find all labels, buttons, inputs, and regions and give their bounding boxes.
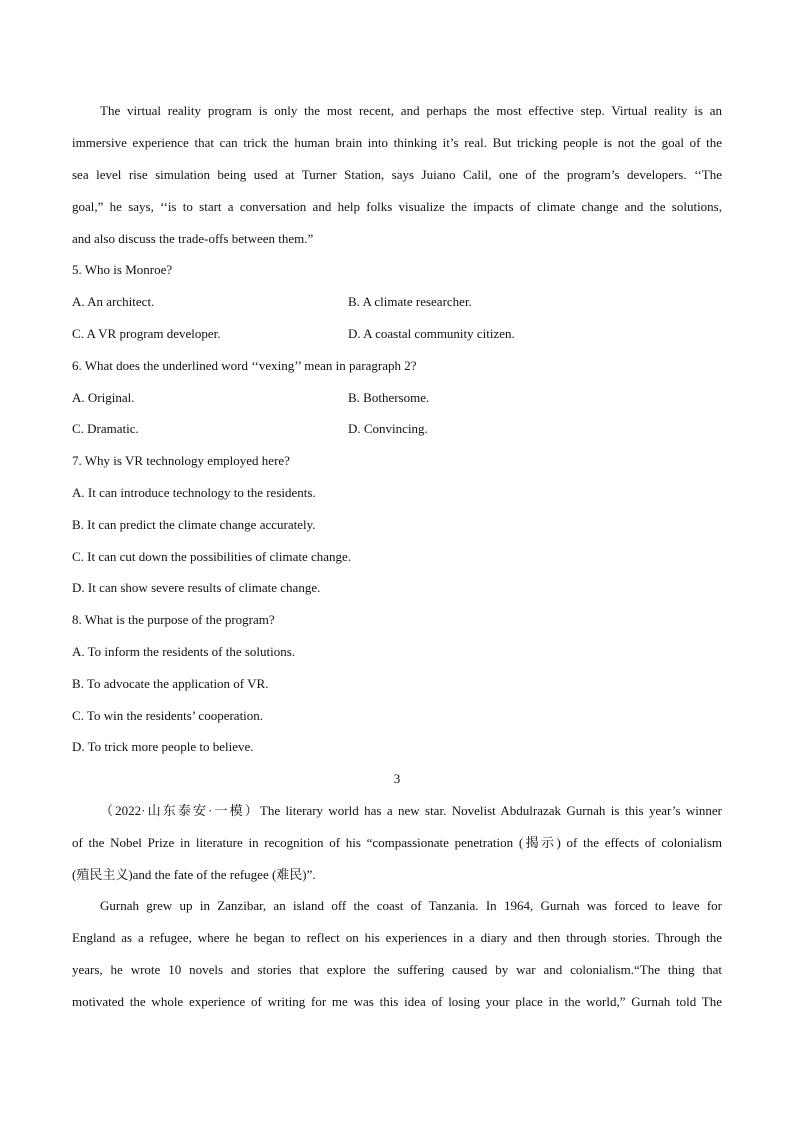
text-line: Gurnah grew up in Zanzibar, an island off the coast of Tanzania. In 1964, Gurnah was forced to leave for <box>100 898 722 913</box>
option-b: B. Bothersome. <box>348 390 430 405</box>
text-line: immersive experience that can trick the human brain into thinking it’s real. But tricking people is not the goal of the <box>72 135 722 150</box>
option-c: C. A VR program developer. <box>72 326 221 341</box>
option-b: B. To advocate the application of VR. <box>72 676 269 691</box>
option-c: C. It can cut down the possibilities of climate change. <box>72 549 352 564</box>
text-line: sea level rise simulation being used at Turner Station, says Juiano Calil, one of the program’s developers. ‘‘The <box>72 167 722 182</box>
option-row <box>72 294 722 310</box>
question-stem: 7. Why is VR technology employed here? <box>72 453 290 468</box>
option-d: D. A coastal community citizen. <box>348 326 515 341</box>
option-c: C. Dramatic. <box>72 421 139 436</box>
option-d: D. It can show severe results of climate change. <box>72 580 321 595</box>
option-d: D. Convincing. <box>348 421 428 436</box>
option-b: B. A climate researcher. <box>348 294 472 309</box>
option-a: A. It can introduce technology to the residents. <box>72 485 316 500</box>
section-number: 3 <box>393 771 401 786</box>
question-stem: 6. What does the underlined word ‘‘vexing’’ mean in paragraph 2? <box>72 358 417 373</box>
text-line: （2022·山东泰安·一模）The literary world has a new star. Novelist Abdulrazak Gurnah is this year’s winner <box>100 803 722 818</box>
text-line: years, he wrote 10 novels and stories that explore the suffering caused by war and colonialism.“The thing that <box>72 962 722 977</box>
question-stem: 8. What is the purpose of the program? <box>72 612 275 627</box>
option-c: C. To win the residents’ cooperation. <box>72 708 264 723</box>
text-line: England as a refugee, where he began to reflect on his experiences in a diary and then through stories. Through the <box>72 930 722 945</box>
text-line: of the Nobel Prize in literature in recognition of his “compassionate penetration (揭示) of the effects of colonialism <box>72 835 722 850</box>
option-row <box>72 326 722 342</box>
option-a: A. An architect. <box>72 294 155 309</box>
option-a: A. Original. <box>72 390 135 405</box>
text-line: goal,” he says, ‘‘is to start a conversation and help folks visualize the impacts of climate change and the solutions, <box>72 199 722 214</box>
question-stem: 5. Who is Monroe? <box>72 262 173 277</box>
option-a: A. To inform the residents of the solutions. <box>72 644 296 659</box>
text-line: (殖民主义)and the fate of the refugee (难民)”. <box>72 867 316 882</box>
text-line: and also discuss the trade-offs between them.” <box>72 231 314 246</box>
option-b: B. It can predict the climate change accurately. <box>72 517 316 532</box>
text-line: motivated the whole experience of writing for me was this idea of losing your place in the world,” Gurnah told The <box>72 994 722 1009</box>
option-d: D. To trick more people to believe. <box>72 739 254 754</box>
text-line: The virtual reality program is only the most recent, and perhaps the most effective step. Virtual reality is an <box>100 103 722 118</box>
option-row <box>72 421 722 437</box>
option-row <box>72 390 722 406</box>
